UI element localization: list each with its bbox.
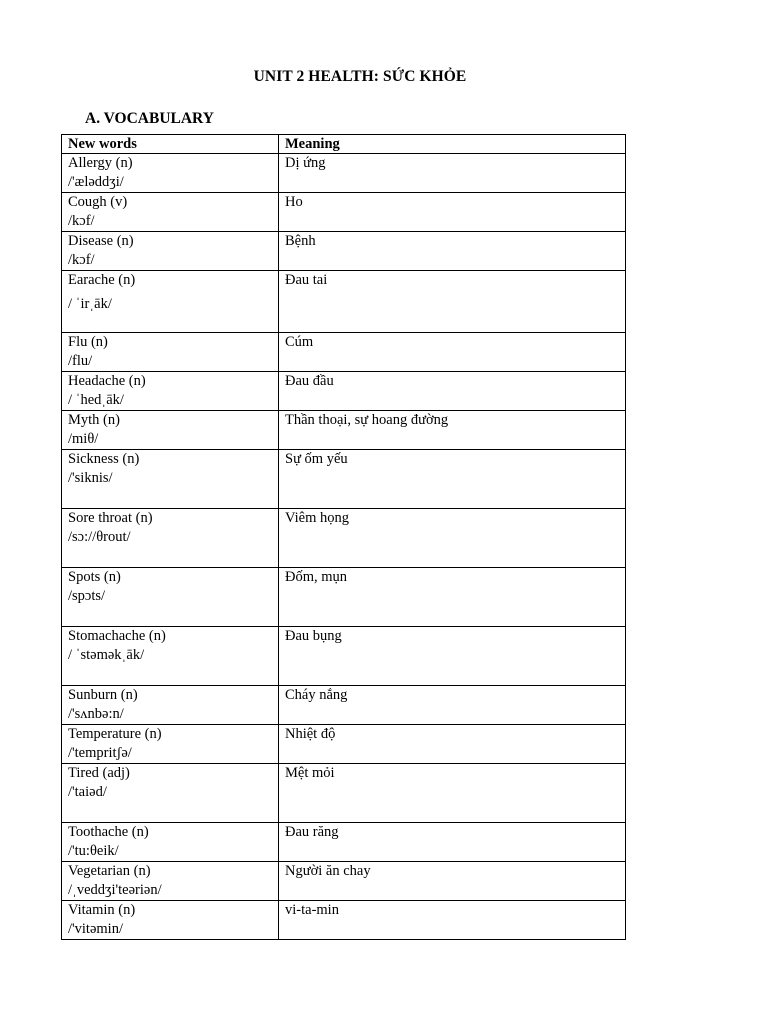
table-row — [62, 193, 626, 232]
word-text: Vegetarian (n) — [68, 863, 151, 879]
word-text: Sickness (n) — [68, 451, 140, 467]
table-row — [62, 450, 626, 509]
word-text: Cough (v) — [68, 194, 128, 210]
ipa-text: /'taiəd/ — [68, 784, 107, 800]
ipa-text: /'sʌnbə:n/ — [68, 706, 124, 722]
word-cell — [62, 686, 279, 725]
word-text: Vitamin (n) — [68, 902, 136, 918]
table-row — [62, 271, 626, 333]
table-row — [62, 568, 626, 627]
word-cell — [62, 193, 279, 232]
meaning-cell: vi-ta-min — [279, 901, 626, 940]
meaning-cell: Đau tai — [279, 271, 626, 333]
word-text: Tired (adj) — [68, 765, 130, 781]
vocabulary-table — [61, 134, 626, 940]
word-cell — [62, 725, 279, 764]
word-cell — [62, 333, 279, 372]
word-text: Headache (n) — [68, 373, 146, 389]
ipa-text: /flu/ — [68, 353, 93, 369]
table-row — [62, 627, 626, 686]
word-text: Disease (n) — [68, 233, 134, 249]
header-new-words: New words — [62, 135, 279, 154]
table-row — [62, 333, 626, 372]
word-cell — [62, 509, 279, 568]
table-row — [62, 232, 626, 271]
ipa-text: /'tu:θeik/ — [68, 843, 119, 859]
meaning-cell: Ho — [279, 193, 626, 232]
ipa-text: /'siknis/ — [68, 470, 113, 486]
document-title: UNIT 2 HEALTH: SỨC KHỎE — [253, 68, 467, 85]
word-cell — [62, 862, 279, 901]
ipa-text: / ˈirˌāk/ — [68, 296, 112, 312]
section-heading: A. VOCABULARY — [85, 110, 214, 127]
word-text: Flu (n) — [68, 334, 108, 350]
ipa-text: /kɔf/ — [68, 252, 95, 268]
word-text: Spots (n) — [68, 569, 121, 585]
table-header-row — [62, 135, 626, 154]
table-row — [62, 764, 626, 823]
ipa-text: /miθ/ — [68, 431, 99, 447]
table-row — [62, 862, 626, 901]
word-text: Stomachache (n) — [68, 628, 166, 644]
word-cell — [62, 372, 279, 411]
table-row — [62, 725, 626, 764]
ipa-text: /sɔ://θrout/ — [68, 529, 131, 545]
meaning-cell: Cháy nắng — [279, 686, 626, 725]
word-cell — [62, 232, 279, 271]
word-text: Earache (n) — [68, 272, 136, 288]
table-row — [62, 154, 626, 193]
meaning-cell: Bệnh — [279, 232, 626, 271]
ipa-text: /kɔf/ — [68, 213, 95, 229]
word-cell — [62, 627, 279, 686]
word-cell — [62, 901, 279, 940]
meaning-cell: Người ăn chay — [279, 862, 626, 901]
meaning-cell: Mệt mỏi — [279, 764, 626, 823]
ipa-text: /spɔts/ — [68, 588, 106, 604]
meaning-cell: Đau đầu — [279, 372, 626, 411]
word-text: Toothache (n) — [68, 824, 149, 840]
word-text: Sunburn (n) — [68, 687, 138, 703]
table-row — [62, 686, 626, 725]
table-row — [62, 823, 626, 862]
header-meaning: Meaning — [279, 135, 626, 154]
ipa-text: /'vitəmin/ — [68, 921, 123, 937]
word-cell — [62, 271, 279, 333]
table-row — [62, 372, 626, 411]
meaning-cell: Dị ứng — [279, 154, 626, 193]
word-text: Myth (n) — [68, 412, 120, 428]
word-cell — [62, 764, 279, 823]
word-text: Sore throat (n) — [68, 510, 153, 526]
word-cell — [62, 154, 279, 193]
meaning-cell: Sự ốm yếu — [279, 450, 626, 509]
meaning-cell: Thần thoại, sự hoang đường — [279, 411, 626, 450]
word-cell — [62, 411, 279, 450]
meaning-cell: Cúm — [279, 333, 626, 372]
meaning-cell: Nhiệt độ — [279, 725, 626, 764]
word-cell — [62, 823, 279, 862]
ipa-text: /'tempritʃə/ — [68, 745, 132, 761]
ipa-text: /'ælәddʒi/ — [68, 174, 124, 190]
table-row — [62, 509, 626, 568]
table-row — [62, 411, 626, 450]
word-text: Allergy (n) — [68, 155, 133, 171]
word-text: Temperature (n) — [68, 726, 162, 742]
meaning-cell: Viêm họng — [279, 509, 626, 568]
table-row — [62, 901, 626, 940]
meaning-cell: Đau răng — [279, 823, 626, 862]
ipa-text: / ˈhedˌāk/ — [68, 392, 124, 408]
meaning-cell: Đau bụng — [279, 627, 626, 686]
ipa-text: / ˈstəməkˌāk/ — [68, 647, 145, 663]
word-cell — [62, 568, 279, 627]
ipa-text: /ˌveddʒi'teəriən/ — [68, 882, 162, 898]
word-cell — [62, 450, 279, 509]
meaning-cell: Đốm, mụn — [279, 568, 626, 627]
